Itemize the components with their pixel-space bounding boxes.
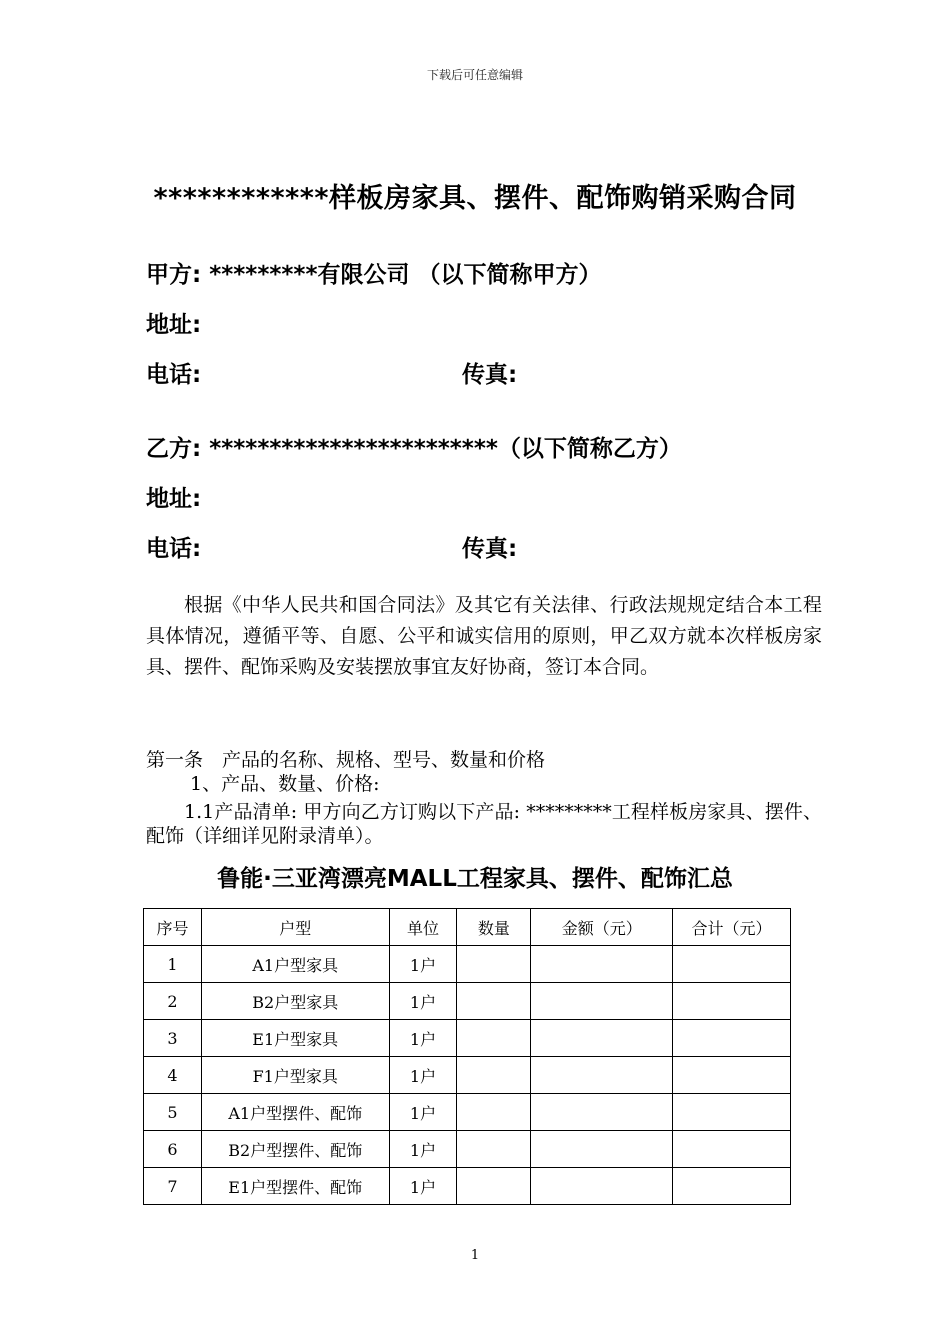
header-note: 下载后可任意编辑 [426,68,523,82]
table-row [144,983,791,1020]
table-cell: A1户型家具 [201,946,389,983]
column-header: 金额（元） [531,909,673,946]
party-b-phone-label: 电话: [146,536,202,562]
article-1-heading: 第一条 产品的名称、规格、型号、数量和价格 [146,749,546,771]
party-b-label: 乙方: [146,436,202,462]
party-a-address-label: 地址: [146,312,202,338]
table-cell [531,1094,673,1131]
table-cell [531,1020,673,1057]
article-1-sub-1: 1、产品、数量、价格: [190,773,380,795]
column-header: 数量 [457,909,531,946]
page-number: 1 [470,1248,480,1263]
table-cell: 1户 [389,1020,457,1057]
table-row [144,1094,791,1131]
party-b-address-label: 地址: [146,486,202,512]
table-cell: 1户 [389,946,457,983]
contract-title: ************样板房家具、摆件、配饰购销采购合同 [153,183,797,214]
table-cell: F1户型家具 [201,1057,389,1094]
party-a-name: *********有限公司 （以下简称甲方） [209,262,602,288]
party-b-fax-label: 传真: [462,536,518,562]
table-cell [673,1057,791,1094]
column-header: 序号 [144,909,202,946]
table-cell [531,983,673,1020]
table-cell [457,1020,531,1057]
table-row [144,1131,791,1168]
column-header: 户型 [201,909,389,946]
table-cell: A1户型摆件、配饰 [201,1094,389,1131]
table-cell [457,1131,531,1168]
table-cell [457,983,531,1020]
table-cell: E1户型家具 [201,1020,389,1057]
table-cell [673,983,791,1020]
table-cell: 1户 [389,1057,457,1094]
table-row [144,946,791,983]
party-a-label: 甲方: [146,262,202,288]
table-cell: 1 [144,946,202,983]
summary-table-title: 鲁能·三亚湾漂亮MALL工程家具、摆件、配饰汇总 [217,866,733,892]
intro-paragraph: 根据《中华人民共和国合同法》及其它有关法律、行政法规规定结合本工程具体情况，遵循平等、自愿、公平和诚实信用的原则，甲乙双方就本次样板房家具、摆件、配饰采购及安装摆放事宜友好协商，签订本合同。 [146,594,822,678]
table-header-row [144,909,791,946]
table-cell [673,1131,791,1168]
table-cell [531,1131,673,1168]
table-cell [673,946,791,983]
party-b-line [146,430,682,463]
party-a-line [146,256,601,289]
column-header: 合计（元） [673,909,791,946]
table-cell [531,946,673,983]
summary-table [143,908,791,1205]
table-cell: 5 [144,1094,202,1131]
table-cell [457,1057,531,1094]
table-cell: 4 [144,1057,202,1094]
table-cell: B2户型摆件、配饰 [201,1131,389,1168]
table-cell: 1户 [389,983,457,1020]
party-a-phone-label: 电话: [146,362,202,388]
table-cell [673,1168,791,1205]
table-row [144,1168,791,1205]
article-1-sub-1-1: 1.1产品清单: 甲方向乙方订购以下产品: *********工程样板房家具、摆件、配饰（详细详见附录清单）。 [146,801,822,847]
party-a-fax-label: 传真: [462,362,518,388]
table-cell: 6 [144,1131,202,1168]
table-cell [673,1020,791,1057]
table-cell [531,1057,673,1094]
table-cell: E1户型摆件、配饰 [201,1168,389,1205]
table-cell: 1户 [389,1131,457,1168]
table-cell [531,1168,673,1205]
table-cell: 1户 [389,1168,457,1205]
table-cell: 3 [144,1020,202,1057]
table-row [144,1057,791,1094]
table-cell: 7 [144,1168,202,1205]
column-header: 单位 [389,909,457,946]
table-cell [457,946,531,983]
table-cell [673,1094,791,1131]
table-cell: B2户型家具 [201,983,389,1020]
table-cell [457,1168,531,1205]
table-row [144,1020,791,1057]
table-cell [457,1094,531,1131]
table-cell: 1户 [389,1094,457,1131]
party-b-name: ************************（以下简称乙方） [209,436,682,462]
table-cell: 2 [144,983,202,1020]
